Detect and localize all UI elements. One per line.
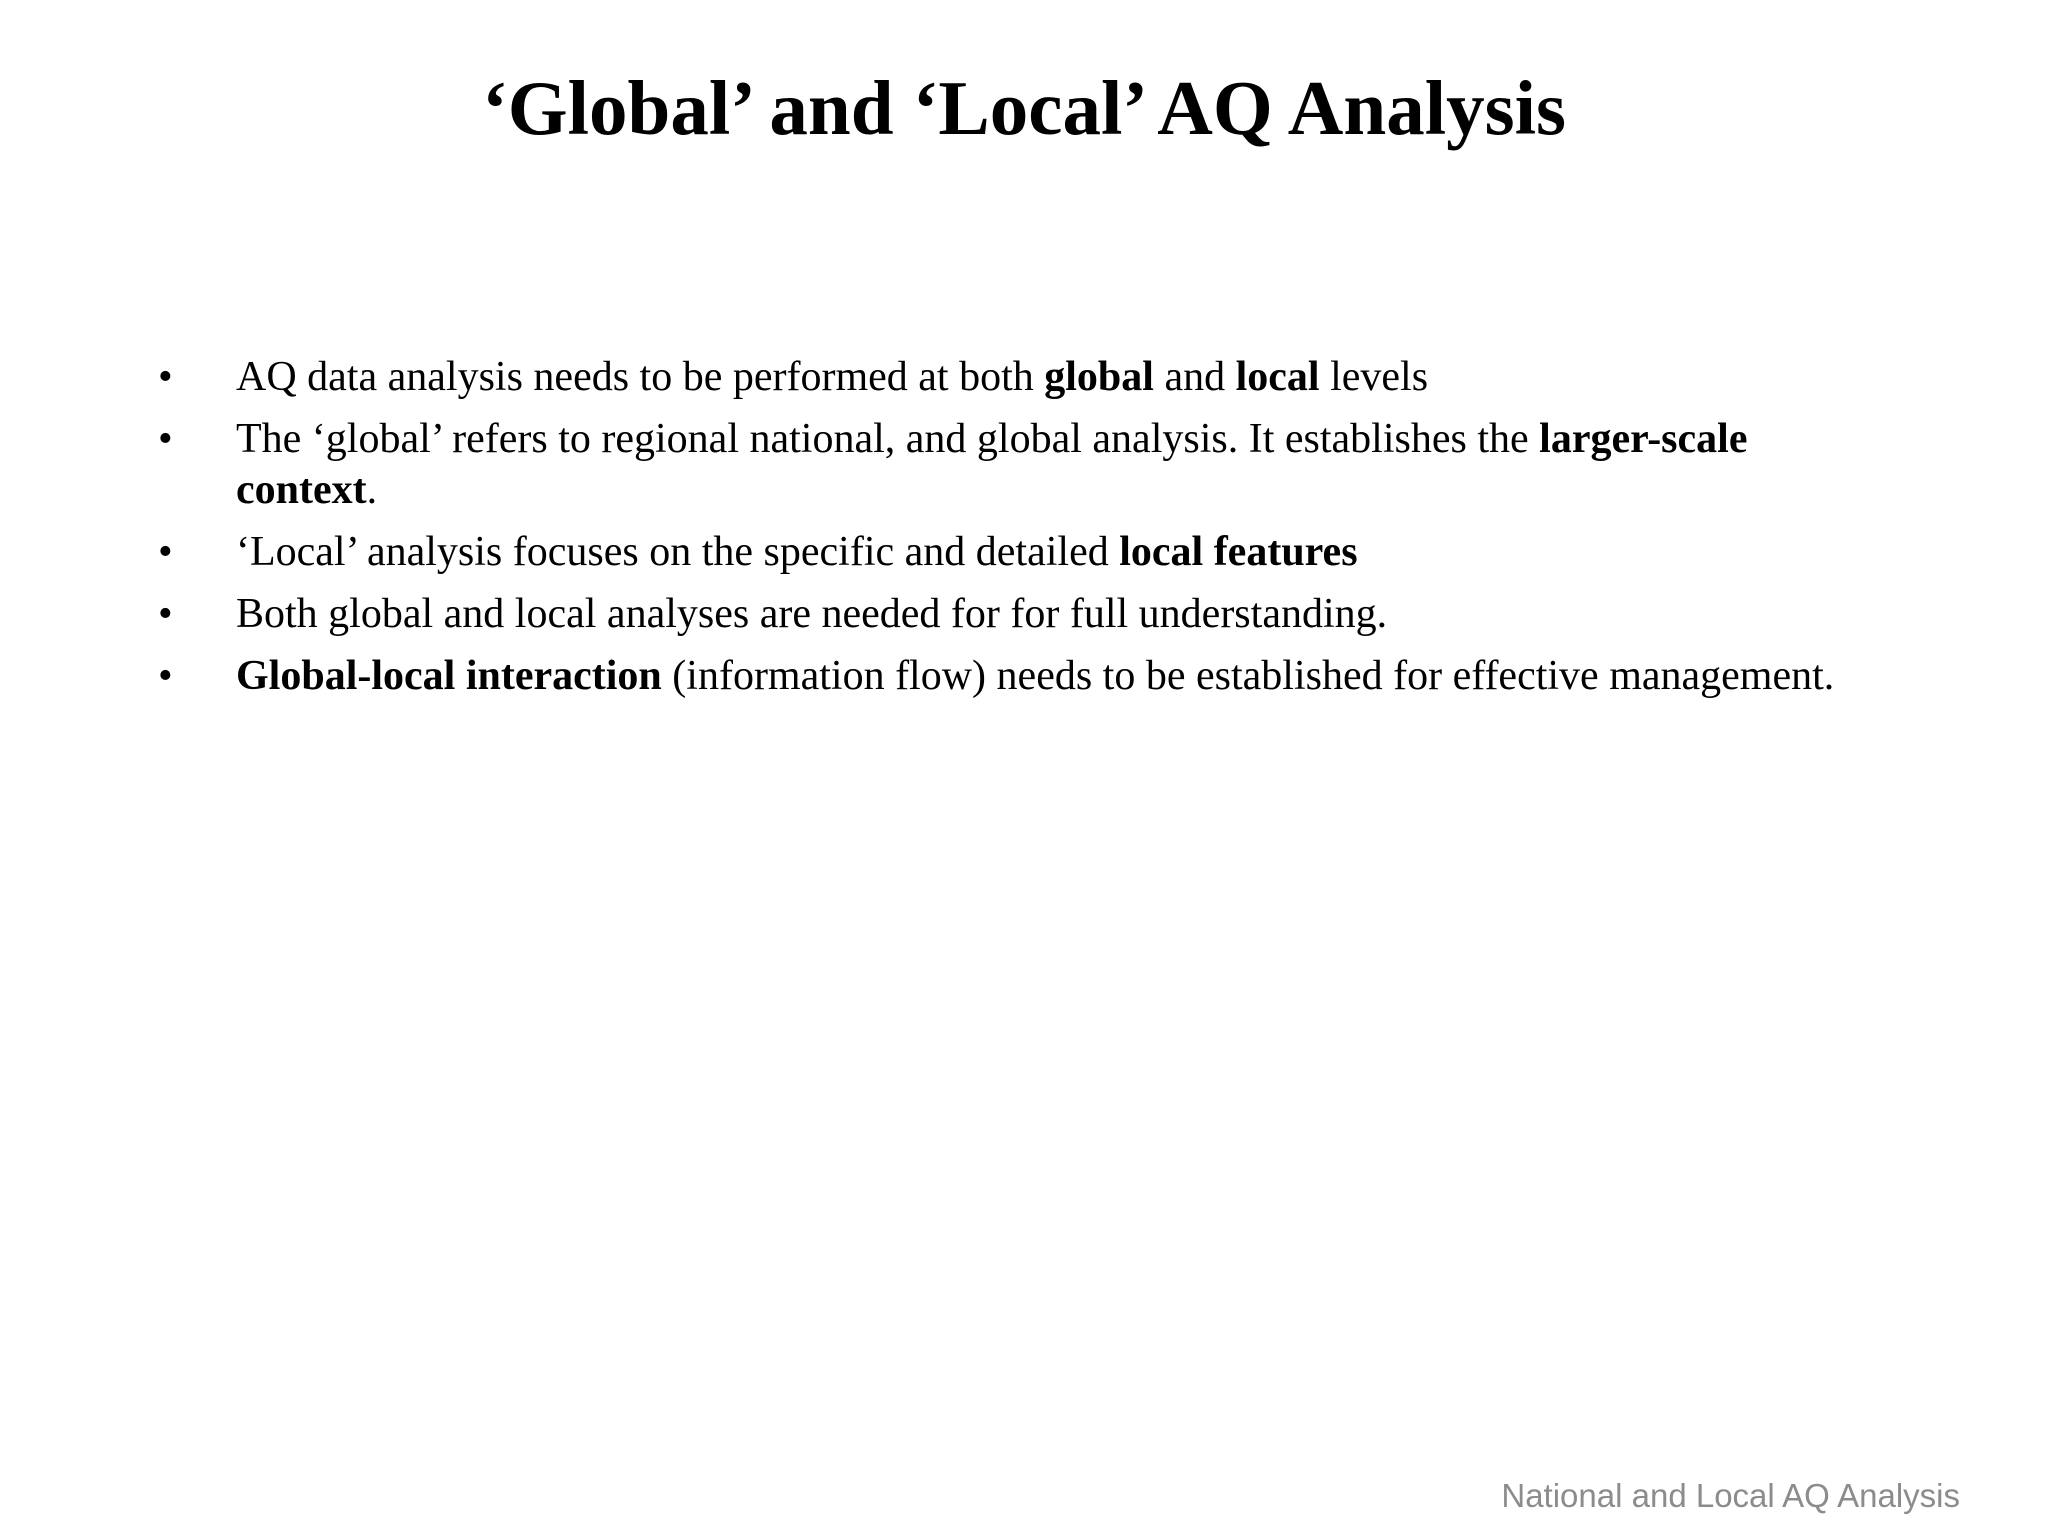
bullet-segment: ‘Local’ analysis focuses on the specific and detailed xyxy=(236,529,1120,575)
bullet-text xyxy=(236,589,1880,640)
bullet-segment-bold: local xyxy=(1235,354,1320,400)
bullet-segment: The ‘global’ refers to regional national, and global analysis. It establishes the xyxy=(236,416,1540,462)
bullet-segment-bold: global xyxy=(1044,354,1154,400)
slide-footer: National and Local AQ Analysis xyxy=(1501,1477,1960,1514)
bullet-text xyxy=(236,414,1880,516)
bullet-item xyxy=(140,352,1880,403)
bullet-segment: and xyxy=(1153,354,1236,400)
bullet-item xyxy=(140,527,1880,578)
bullet-segment: Both global and local analyses are needed for for full understanding. xyxy=(236,591,1388,637)
bullet-item xyxy=(140,651,1880,702)
bullet-segment: AQ data analysis needs to be performed at both xyxy=(236,354,1045,400)
bullet-item xyxy=(140,589,1880,640)
bullet-item xyxy=(140,414,1880,516)
bullet-dot-icon: • xyxy=(158,529,173,575)
bullet-dot-icon: • xyxy=(158,653,173,699)
bullet-dot-icon: • xyxy=(158,416,173,462)
bullet-list xyxy=(140,352,1880,713)
bullet-segment-bold: Global-local interaction xyxy=(236,653,662,699)
bullet-segment: (information flow) needs to be established for effective management. xyxy=(661,653,1835,699)
bullet-segment-bold: local features xyxy=(1119,529,1358,575)
bullet-text xyxy=(236,527,1880,578)
bullet-segment-bold: larger-scale context xyxy=(236,416,1748,513)
bullet-dot-icon: • xyxy=(158,354,173,400)
bullet-segment: levels xyxy=(1319,354,1429,400)
slide-title: ‘Global’ and ‘Local’ AQ Analysis xyxy=(482,65,1566,151)
bullet-dot-icon: • xyxy=(158,591,173,637)
bullet-segment: . xyxy=(366,467,378,513)
bullet-text xyxy=(236,352,1880,403)
bullet-text xyxy=(236,651,1880,702)
